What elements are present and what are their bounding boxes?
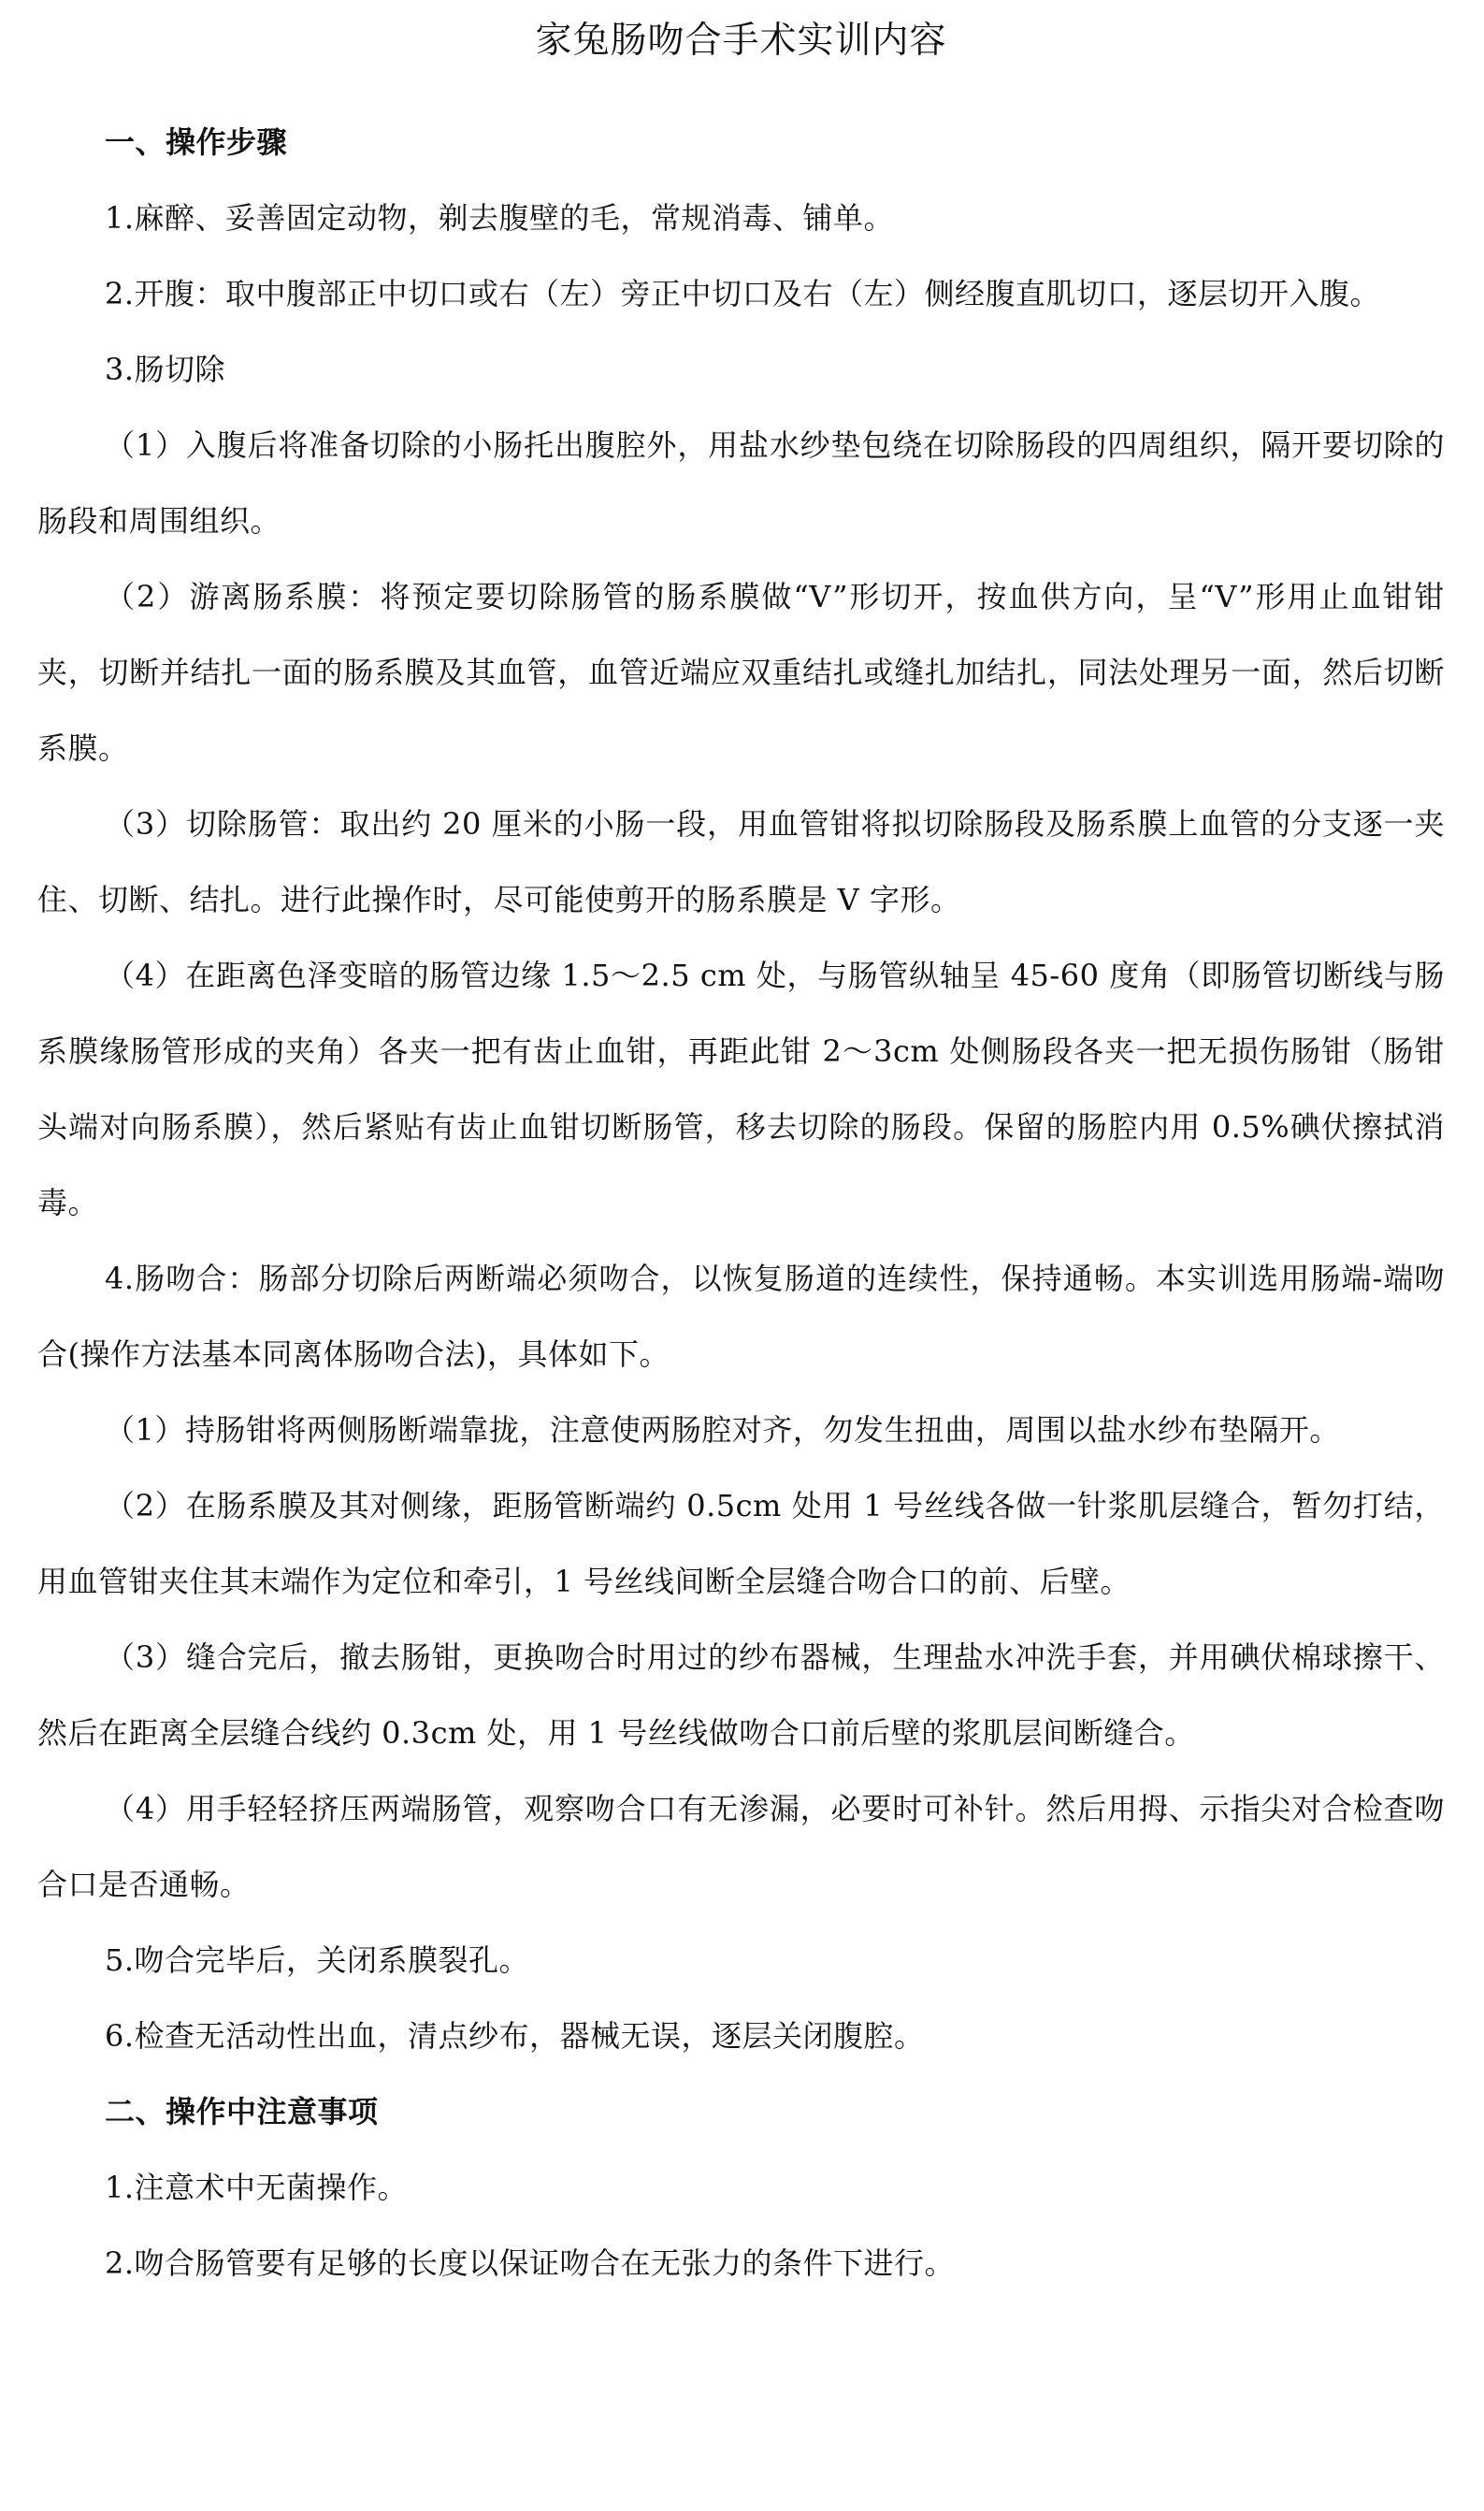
- step-2-paragraph: 2.开腹：取中腹部正中切口或右（左）旁正中切口及右（左）侧经腹直肌切口，逐层切开入腹。: [105, 276, 1381, 311]
- step-6-paragraph: 6.检查无活动性出血，清点纱布，器械无误，逐层关闭腹腔。: [105, 2018, 925, 2054]
- step-3-3-paragraph: （3）切除肠管：取出约 20 厘米的小肠一段，用血管钳将拟切除肠段及肠系膜上血管的分支逐一夹住、切断、结扎。进行此操作时，尽可能使剪开的肠系膜是 V 字形。: [37, 806, 1445, 917]
- step-3-1-paragraph: （1）入腹后将准备切除的小肠托出腹腔外，用盐水纱垫包绕在切除肠段的四周组织，隔开要切除的肠段和周围组织。: [37, 427, 1445, 539]
- document-body: [37, 105, 1445, 2302]
- precaution-2-paragraph: 2.吻合肠管要有足够的长度以保证吻合在无张力的条件下进行。: [105, 2245, 956, 2281]
- step-3-paragraph: 3.肠切除: [105, 352, 226, 387]
- step-4-3-paragraph: （3）缝合完后，撤去肠钳，更换吻合时用过的纱布器械，生理盐水冲洗手套，并用碘伏棉球擦干、然后在距离全层缝合线约 0.3cm 处，用 1 号丝线做吻合口前后壁的浆肌层间断缝合。: [37, 1639, 1445, 1751]
- step-3-4-paragraph: （4）在距离色泽变暗的肠管边缘 1.5～2.5 cm 处，与肠管纵轴呈 45-60 度角（即肠管切断线与肠系膜缘肠管形成的夹角）各夹一把有齿止血钳，再距此钳 2～3cm 处侧肠段各夹一把无损伤肠钳（肠钳头端对向肠系膜），然后紧贴有齿止血钳切断肠管，移去切除的肠段。保留的肠腔内用 0.5%碘伏擦拭消毒。: [37, 958, 1445, 1220]
- step-4-paragraph: 4.肠吻合：肠部分切除后两断端必须吻合，以恢复肠道的连续性，保持通畅。本实训选用肠端-端吻合(操作方法基本同离体肠吻合法)，具体如下。: [37, 1261, 1445, 1372]
- step-5-paragraph: 5.吻合完毕后，关闭系膜裂孔。: [105, 1942, 530, 1978]
- precaution-1-paragraph: 1.注意术中无菌操作。: [105, 2170, 409, 2205]
- document-title: 家兔肠吻合手术实训内容: [535, 20, 947, 62]
- step-4-1-paragraph: （1）持肠钳将两侧肠断端靠拢，注意使两肠腔对齐，勿发生扭曲，周围以盐水纱布垫隔开。: [105, 1412, 1340, 1448]
- step-3-2-paragraph: （2）游离肠系膜：将预定要切除肠管的肠系膜做“V”形切开，按血供方向，呈“V”形用止血钳钳夹，切断并结扎一面的肠系膜及其血管，血管近端应双重结扎或缝扎加结扎，同法处理另一面，然后切断系膜。: [37, 579, 1445, 766]
- section-heading-precautions: 二、操作中注意事项: [105, 2094, 379, 2129]
- section-heading-operation-steps: 一、操作步骤: [105, 124, 288, 160]
- step-4-2-paragraph: （2）在肠系膜及其对侧缘，距肠管断端约 0.5cm 处用 1 号丝线各做一针浆肌层缝合，暂勿打结，用血管钳夹住其末端作为定位和牵引，1 号丝线间断全层缝合吻合口的前、后壁。: [37, 1488, 1445, 1599]
- step-4-4-paragraph: （4）用手轻轻挤压两端肠管，观察吻合口有无渗漏，必要时可补针。然后用拇、示指尖对合检查吻合口是否通畅。: [37, 1791, 1445, 1902]
- step-1-paragraph: 1.麻醉、妥善固定动物，剃去腹壁的毛，常规消毒、铺单。: [105, 200, 895, 236]
